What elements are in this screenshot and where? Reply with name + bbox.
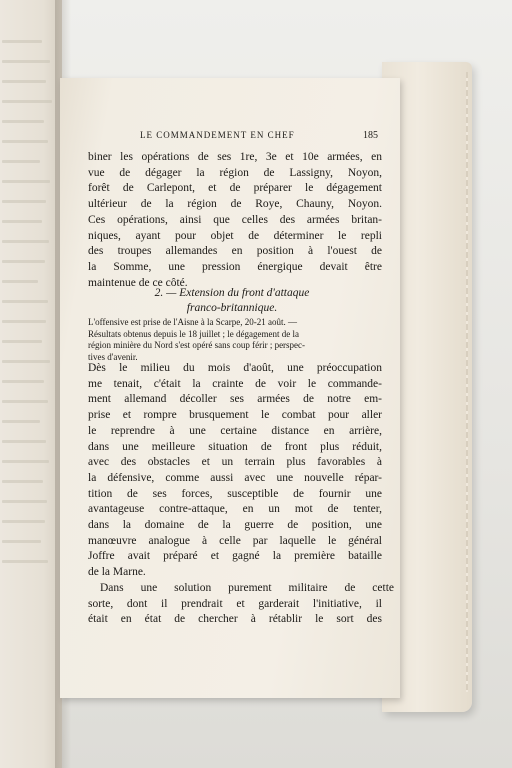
- ghost-text-line: [2, 180, 50, 183]
- page-number: 185: [363, 130, 378, 141]
- summary-line: région minière du Nord s'est opéré sans coup férir ; perspec-: [88, 340, 306, 350]
- summary-line: Résultats obtenus depuis le 18 juillet ; le dégagement de la: [88, 328, 299, 339]
- text-line: me tenait, c'était la crainte de voir le commande-: [88, 377, 382, 390]
- running-title: LE COMMANDEMENT EN CHEF: [140, 130, 295, 140]
- text-line: prise et rompre brusquement le combat pour aller: [88, 409, 382, 422]
- ghost-text-line: [2, 280, 38, 283]
- ghost-text-line: [2, 120, 44, 123]
- text-line: niques, ayant pour objet de déterminer le repli: [88, 229, 382, 242]
- text-line: ultérieur de la région de Roye, Chauny, Noyon.: [88, 198, 382, 211]
- previous-page-edge: [0, 0, 62, 768]
- text-line: Dès le milieu du mois d'août, une préoccupation: [88, 362, 382, 374]
- ghost-text-line: [2, 160, 40, 163]
- text-line: le reprendre à une certaine distance en arrière,: [88, 424, 382, 437]
- text-line: Dans une solution purement militaire de cette: [100, 581, 394, 594]
- ghost-text-line: [2, 260, 45, 263]
- text-line: la défensive, comme aussi avec une nouvelle répar-: [88, 471, 382, 484]
- ghost-text-line: [2, 540, 41, 543]
- text-line: avantageuse contre-attaque, en un mot de tenter,: [88, 503, 382, 516]
- ghost-text-line: [2, 500, 47, 503]
- text-line: ment allemand décoller ses armées de notre em-: [88, 393, 382, 406]
- text-line: vue de dégager la région de Lassigny, Noyon,: [88, 166, 382, 179]
- text-line: avec des obstacles et un terrain plus favorables à: [88, 456, 382, 469]
- text-line: la Somme, une pression énergique devait être: [88, 260, 382, 273]
- section-summary: [88, 317, 384, 363]
- ghost-text-line: [2, 320, 46, 323]
- paragraph-1: [88, 150, 382, 291]
- text-line: des troupes allemandes en position à l'ouest de: [88, 245, 382, 258]
- text-line: tition de ses forces, susceptible de fournir une: [88, 487, 382, 500]
- book-page: [60, 78, 400, 698]
- text-line: Joffre avait préparé et gagné la première bataille: [88, 550, 382, 563]
- text-line: dans une meilleure situation de front plus réduit,: [88, 440, 382, 453]
- summary-line: tives d'avenir.: [88, 351, 138, 362]
- section-heading-line-1: 2. — Extension du front d'attaque: [154, 287, 310, 299]
- ghost-text-line: [2, 400, 48, 403]
- section-heading-line-2: franco-britannique.: [186, 302, 278, 314]
- ghost-text-line: [2, 240, 49, 243]
- text-line: maintenue de ce côté.: [88, 276, 188, 289]
- ghost-text-line: [2, 520, 45, 523]
- ghost-text-line: [2, 440, 46, 443]
- ghost-text-line: [2, 480, 43, 483]
- ghost-text-line: [2, 100, 52, 103]
- ghost-text-line: [2, 140, 48, 143]
- text-line: était en état de chercher à rétablir le sort des: [88, 613, 382, 626]
- ghost-text-line: [2, 420, 40, 423]
- summary-line: L'offensive est prise de l'Aisne à la Scarpe, 20-21 août. —: [88, 317, 298, 327]
- text-line: de la Marne.: [88, 566, 146, 579]
- ghost-text-line: [2, 80, 46, 83]
- ghost-text-line: [2, 40, 42, 43]
- text-line: sorte, dont il prendrait et garderait l'initiative, il: [88, 597, 382, 610]
- ghost-text-line: [2, 380, 44, 383]
- text-line: forêt de Carlepont, et de préparer le dégagement: [88, 182, 382, 195]
- ghost-text-line: [2, 560, 48, 563]
- ghost-text-line: [2, 460, 49, 463]
- ghost-text-line: [2, 360, 50, 363]
- text-line: manœuvre analogue à celle par laquelle le général: [88, 534, 382, 547]
- ghost-text-line: [2, 60, 50, 63]
- section-heading: [82, 286, 382, 316]
- text-line: Ces opérations, ainsi que celles des armées britan-: [88, 213, 382, 226]
- paragraph-2: [88, 361, 394, 628]
- ghost-text-line: [2, 300, 48, 303]
- text-line: biner les opérations de ses 1re, 3e et 10e armées, en: [88, 151, 382, 163]
- ghost-text-line: [2, 340, 42, 343]
- ghost-text-line: [2, 200, 46, 203]
- text-line: dans la domaine de la guerre de position, une: [88, 519, 382, 532]
- ghost-text-line: [2, 220, 42, 223]
